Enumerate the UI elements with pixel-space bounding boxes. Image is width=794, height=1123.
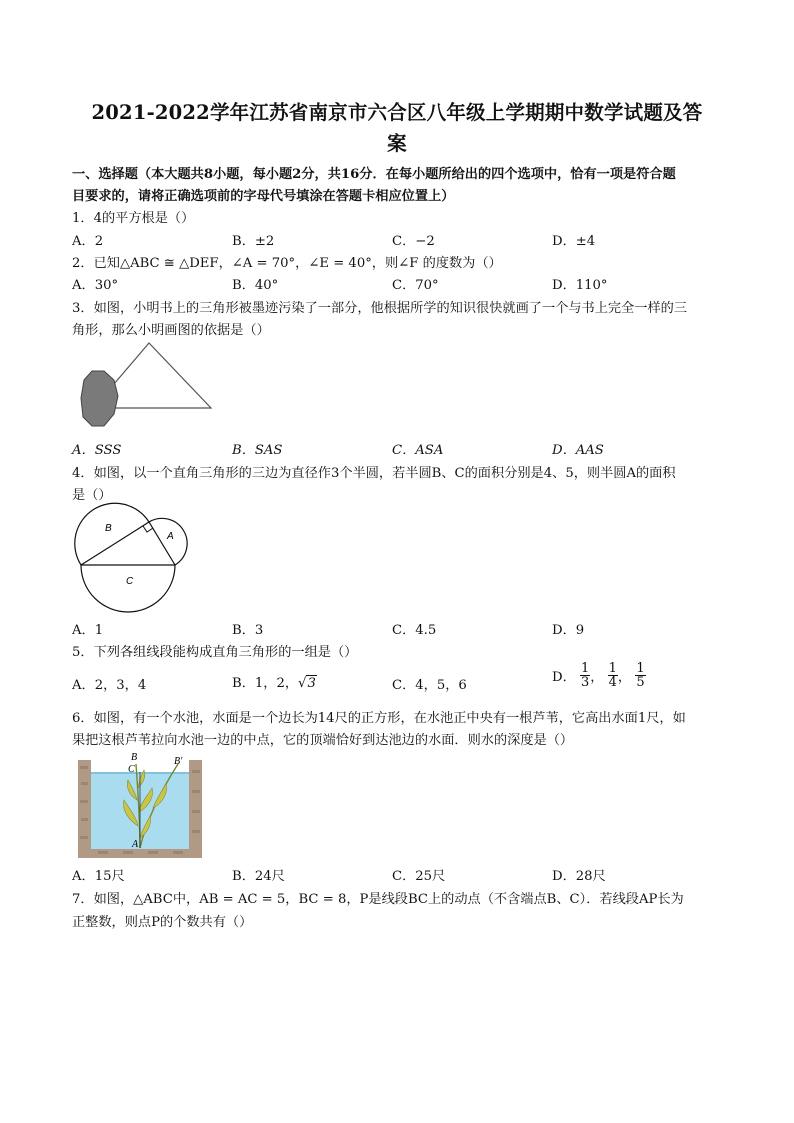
label-a: A	[132, 839, 139, 850]
q5-option-c: C．4，5，6	[392, 678, 467, 693]
q4-option-a: A．1	[72, 623, 104, 638]
fraction-1-4: $\frac{1}{4}$	[608, 661, 617, 690]
question-7: 7．如图，△ABC中，AB = AC = 5，BC = 8，P是线段BC上的动点（不含端点B、C）．若线段AP长为	[72, 892, 684, 907]
label-b: B	[105, 523, 112, 534]
q2-option-d: D．110°	[552, 278, 608, 293]
q2-option-a: A．30°	[72, 278, 119, 293]
label-b: B	[131, 752, 138, 763]
q1-option-d: D．±4	[552, 234, 596, 249]
question-6: 6．如图，有一个水池，水面是一个边长为14尺的正方形，在水池正中央有一根芦苇，它高出水面1尺，如	[72, 711, 686, 726]
q2-option-c: C．70°	[392, 278, 439, 293]
section-heading: 一、选择题（本大题共8小题，每小题2分，共16分．在每小题所给出的四个选项中，恰有一项是符合题	[72, 167, 676, 182]
page-title-continued: 案	[387, 132, 407, 155]
fraction-1-3: $\frac{1}{3}$	[580, 661, 590, 690]
q5-option-d-text: D．	[552, 670, 576, 685]
q4-option-d: D．9	[552, 623, 585, 638]
fraction-1-5: $\frac{1}{5}$	[636, 661, 645, 690]
question-6-continued: 果把这根芦苇拉向水池一边的中点，它的顶端恰好到达池边的水面．则水的深度是（）	[72, 733, 574, 748]
q6-option-a: A．15尺	[72, 869, 125, 884]
question-5: 5．下列各组线段能构成直角三角形的一组是（）	[72, 645, 358, 660]
q6-option-d: D．28尺	[552, 869, 606, 884]
question-2: 2．已知△ABC ≅ △DEF，∠A = 70°，∠E = 40°，则∠F 的度数为（）	[72, 256, 502, 271]
q6-option-b: B．24尺	[232, 869, 285, 884]
q5-option-b	[232, 672, 317, 691]
q3-option-c: C．ASA	[392, 443, 444, 458]
q2-option-b: B．40°	[232, 278, 279, 293]
question-1: 1．4的平方根是（）	[72, 211, 195, 226]
ink-blot-triangle-figure	[78, 340, 218, 430]
q6-option-c: C．25尺	[392, 869, 446, 884]
q1-option-c: C．−2	[392, 234, 435, 249]
label-a: A	[167, 531, 174, 542]
question-3: 3．如图，小明书上的三角形被墨迹污染了一部分，他根据所学的知识很快就画了一个与书上完全一样的三	[72, 301, 688, 316]
semicircles-figure	[78, 505, 198, 615]
sqrt-sign: √	[298, 676, 307, 691]
question-4-continued: 是（）	[72, 488, 112, 503]
section-heading-continued: 目要求的，请将正确选项前的字母代号填涂在答题卡相应位置上）	[72, 189, 455, 204]
q5-option-b-text: B．1，2，	[232, 676, 299, 691]
question-3-continued: 角形，那么小明画图的依据是（）	[72, 323, 270, 338]
sqrt-radicand: 3	[307, 676, 316, 691]
q1-option-b: B．±2	[232, 234, 275, 249]
label-c: C	[128, 764, 135, 775]
q1-option-a: A．2	[72, 234, 104, 249]
pond-reed-figure	[78, 752, 202, 858]
question-7-continued: 正整数，则点P的个数共有（）	[72, 915, 253, 930]
label-c: C	[126, 576, 134, 587]
q3-option-b: B．SAS	[232, 443, 283, 458]
question-4: 4．如图，以一个直角三角形的三边为直径作3个半圆，若半圆B、C的面积分别是4、5，则半圆A的面积	[72, 466, 676, 481]
page-title: 2021-2022学年江苏省南京市六合区八年级上学期期中数学试题及答	[91, 101, 703, 124]
q3-option-a: A．SSS	[72, 443, 122, 458]
q4-option-c: C．4.5	[392, 623, 437, 638]
q3-option-d: D．AAS	[552, 443, 604, 458]
label-b-prime: B′	[174, 756, 183, 767]
q4-option-b: B．3	[232, 623, 264, 638]
q5-option-a: A．2，3，4	[72, 678, 147, 693]
q5-option-d: D． $\frac{1}{3}$ ， $\frac{1}{4}$ ， $\frac{1}{5}$	[552, 661, 645, 690]
